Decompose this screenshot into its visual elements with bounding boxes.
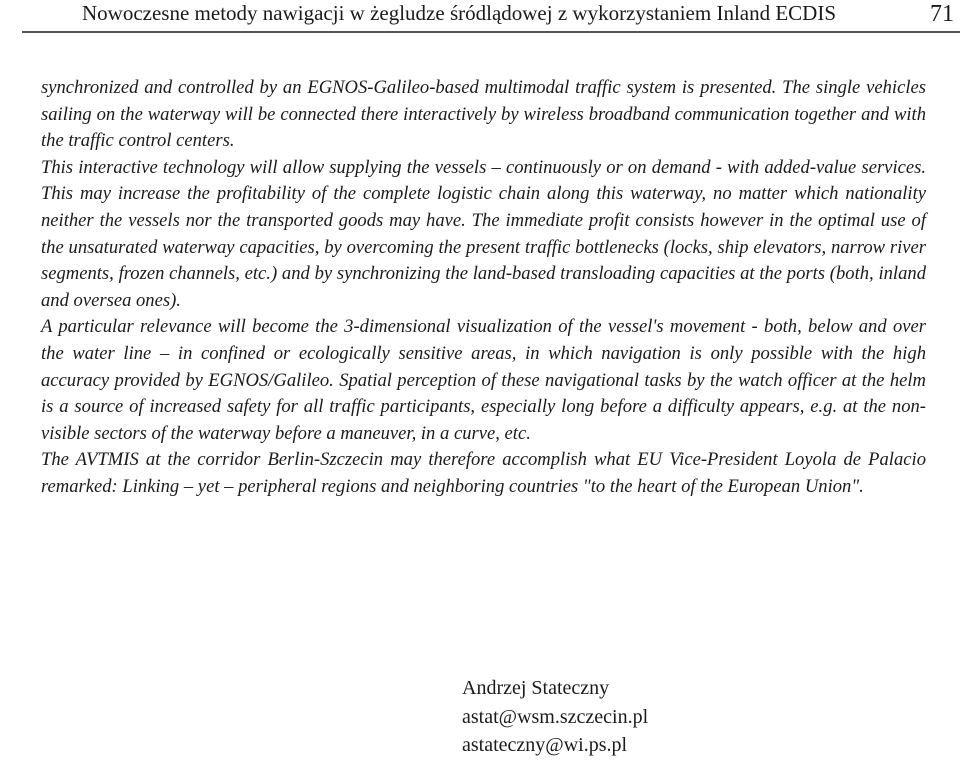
author-name: Andrzej Stateczny <box>462 677 610 699</box>
page-number: 71 <box>930 1 954 27</box>
author-email-primary: astat@wsm.szczecin.pl <box>462 705 649 728</box>
paragraph-interactive-technology: This interactive technology will allow supplying the vessels – continuously or on demand - with added-value services. This may increase the profitability of the complete logistic chain along this waterway, no matter which nationality neither the vessels nor the transported goods may have. The immediate profit consists however in the optimal use of the unsaturated waterway capacities, by overcoming the present traffic bottlenecks (locks, ship elevators, narrow river segments, frozen channels, etc.) and by synchronizing the land-based transloading capacities at the ports (both, inland and oversea ones). <box>41 156 926 311</box>
paragraph-3d-visualization: A particular relevance will become the 3-dimensional visualization of the vessel's movement - both, below and over the water line – in confined or ecologically sensitive areas, in which navigation is only possible with the high accuracy provided by EGNOS/Galileo. Spatial perception of these navigational tasks by the watch officer at the helm is a source of increased safety for all traffic participants, especially long before a difficulty appears, e.g. at the non-visible sectors of the waterway before a maneuver, in a curve, etc. <box>41 316 926 444</box>
paragraph-avtmis-conclusion: The AVTMIS at the corridor Berlin-Szczecin may therefore accomplish what EU Vice-President Loyola de Palacio remarked: Linking – yet – peripheral regions and neighboring countries "to the heart of the European Union". <box>41 449 926 497</box>
author-signature <box>462 674 648 760</box>
header-title: Nowoczesne metody nawigacji w żegludze śródlądowej z wykorzystaniem Inland ECDIS <box>82 1 837 25</box>
article-body <box>41 75 926 501</box>
running-header <box>0 0 960 34</box>
author-email-secondary: astateczny@wi.ps.pl <box>462 734 628 756</box>
paragraph-continuation: synchronized and controlled by an EGNOS-Galileo-based multimodal traffic system is presented. The single vehicles sailing on the waterway will be connected there interactively by wireless broadband communication together and with the traffic control centers. <box>41 77 926 152</box>
header-divider <box>22 31 960 33</box>
